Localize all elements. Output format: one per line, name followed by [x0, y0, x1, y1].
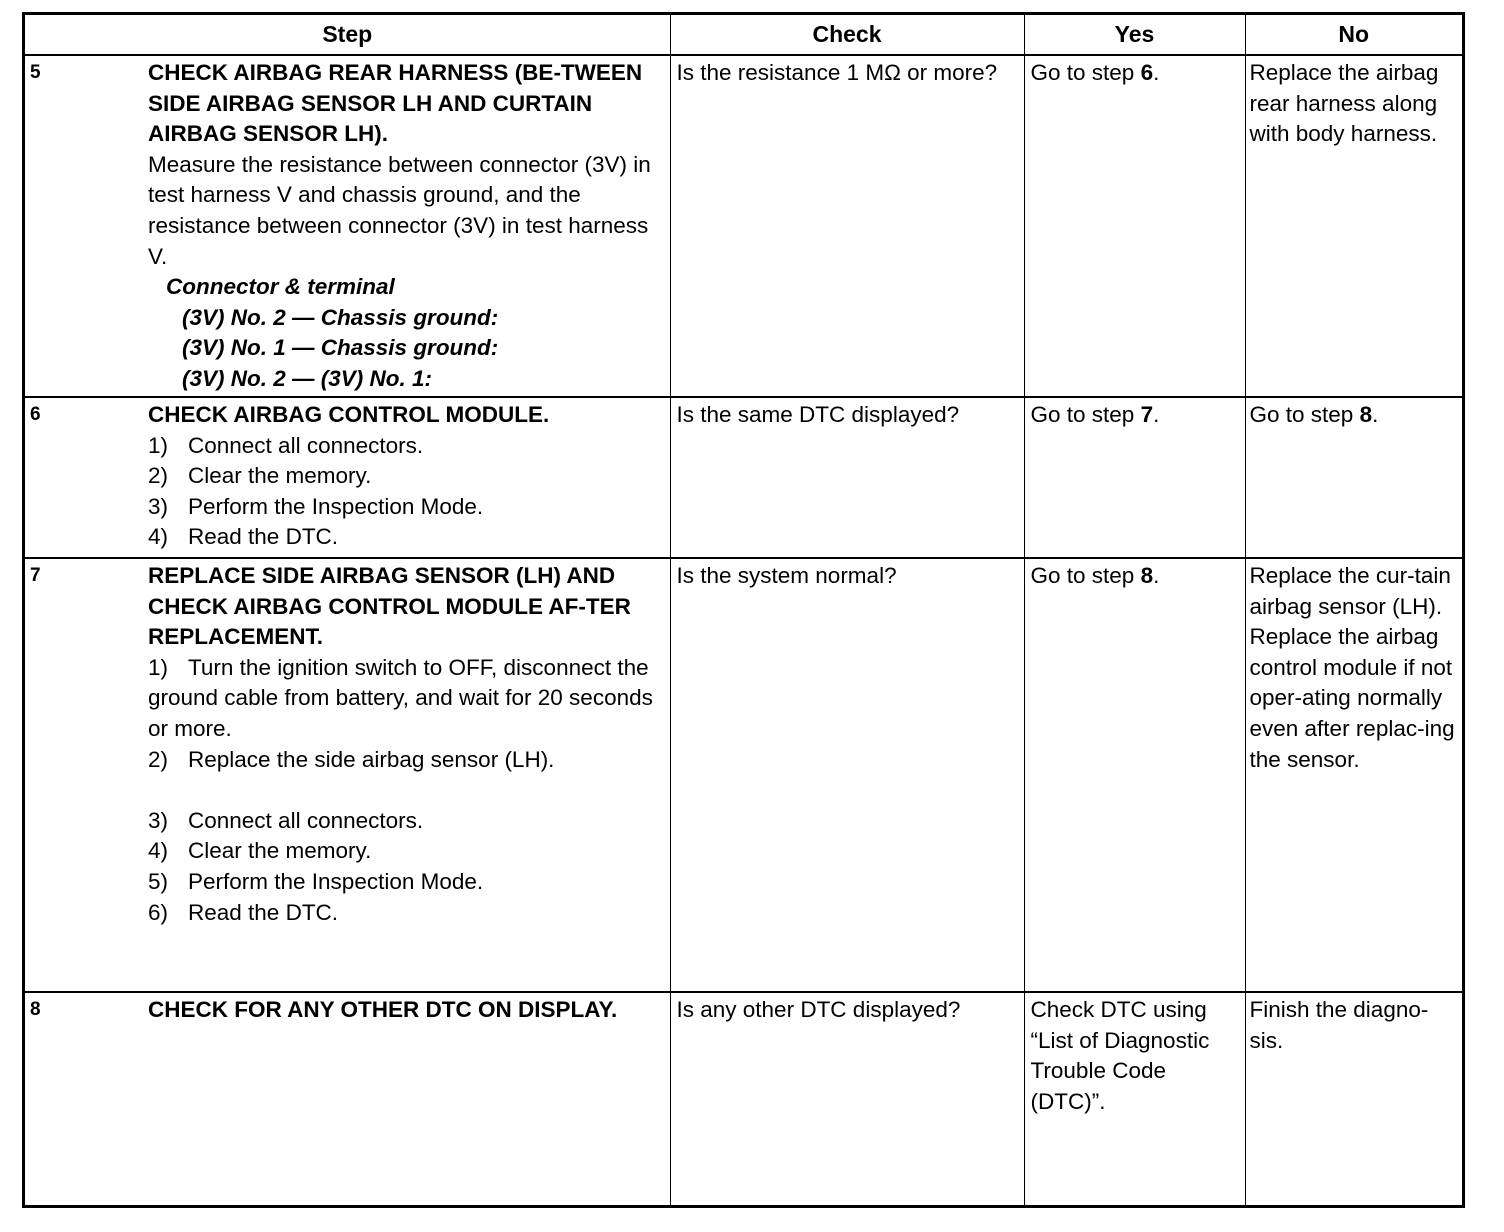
diagnostic-table-frame	[22, 12, 1465, 1208]
procedure-item	[148, 745, 660, 776]
table-row	[25, 397, 1462, 558]
check-cell: Is the same DTC displayed?	[670, 397, 1024, 558]
procedure-number: 1)	[148, 654, 169, 680]
yes-step-ref: 8	[1140, 563, 1154, 588]
connector-terminal-heading: Connector & terminal	[166, 274, 395, 300]
step-number: 8	[30, 999, 41, 1020]
step-title: REPLACE SIDE AIRBAG SENSOR (LH) AND CHECK AIRBAG CONTROL MODULE AF-TER REPLACEMENT.	[148, 563, 631, 650]
procedure-number: 1)	[148, 432, 169, 458]
yes-step-ref: 7	[1140, 402, 1154, 427]
procedure-text: Clear the memory.	[188, 838, 372, 864]
no-cell: Replace the airbag rear harness along with body harness.	[1245, 55, 1462, 397]
procedure-text: Perform the Inspection Mode.	[188, 493, 484, 519]
no-cell: Finish the diagno-sis.	[1245, 992, 1462, 1205]
procedure-item	[148, 492, 660, 523]
connector-terminal-item: (3V) No. 2 — (3V) No. 1:	[182, 365, 433, 391]
step-cell	[25, 558, 670, 992]
table-row	[25, 55, 1462, 397]
procedure-number: 4)	[148, 524, 169, 550]
step-number: 5	[30, 62, 41, 83]
procedure-item	[148, 898, 660, 929]
yes-text: Go to step	[1030, 563, 1141, 588]
procedure-number: 3)	[148, 807, 169, 833]
yes-cell	[1024, 397, 1245, 558]
procedure-text: Read the DTC.	[188, 899, 339, 925]
procedure-number: 6)	[148, 899, 169, 925]
no-cell	[1245, 558, 1462, 992]
no-text: Go to step	[1249, 402, 1360, 427]
procedure-item	[148, 867, 660, 898]
procedure-text: Replace the side airbag sensor (LH).	[188, 746, 555, 772]
procedure-item	[148, 806, 660, 837]
check-cell: Is the resistance 1 MΩ or more?	[670, 55, 1024, 397]
procedure-number: 3)	[148, 493, 169, 519]
no-text-part-1: Replace the cur-tain airbag sensor (LH).	[1249, 563, 1451, 619]
step-title: CHECK AIRBAG REAR HARNESS (BE-TWEEN SIDE AIRBAG SENSOR LH AND CURTAIN AIRBAG SENSOR LH).	[148, 60, 643, 147]
step-number: 6	[30, 404, 41, 425]
yes-text-end: .	[1153, 60, 1160, 85]
yes-cell: Check DTC using “List of Diagnostic Trouble Code (DTC)”.	[1024, 992, 1245, 1205]
procedure-text: Connect all connectors.	[188, 432, 424, 458]
step-number: 7	[30, 565, 41, 586]
no-step-ref: 8	[1359, 402, 1373, 427]
procedure-text: Read the DTC.	[188, 524, 339, 550]
procedure-text: Connect all connectors.	[188, 807, 424, 833]
procedure-number: 2)	[148, 463, 169, 489]
procedure-item	[148, 431, 660, 462]
yes-cell	[1024, 55, 1245, 397]
header-yes: Yes	[1024, 15, 1245, 55]
spacer	[148, 775, 660, 806]
yes-cell	[1024, 558, 1245, 992]
diagnostic-table	[25, 15, 1462, 1205]
table-row	[25, 992, 1462, 1205]
procedure-item	[148, 836, 660, 867]
procedure-number: 5)	[148, 868, 169, 894]
yes-text-end: .	[1153, 563, 1160, 588]
header-no: No	[1245, 15, 1462, 55]
no-text-part-2: Replace the airbag control module if not oper-ating normally even after replac-ing the sensor.	[1249, 624, 1455, 772]
procedure-text: Clear the memory.	[188, 463, 372, 489]
procedure-number: 2)	[148, 746, 169, 772]
step-instruction: Measure the resistance between connector (3V) in test harness V and chassis ground, and the resistance between connector (3V) in test harness V.	[148, 151, 651, 269]
connector-terminal-item: (3V) No. 1 — Chassis ground:	[182, 335, 499, 361]
step-cell	[25, 992, 670, 1205]
step-cell	[25, 397, 670, 558]
procedure-text: Turn the ignition switch to OFF, disconnect the ground cable from battery, and wait for 20 seconds or more.	[148, 654, 653, 741]
header-step: Step	[25, 15, 670, 55]
connector-terminal-item: (3V) No. 2 — Chassis ground:	[182, 304, 499, 330]
procedure-item	[148, 461, 660, 492]
procedure-number: 4)	[148, 838, 169, 864]
procedure-item	[148, 522, 660, 553]
yes-text-end: .	[1153, 402, 1160, 427]
procedure-text: Perform the Inspection Mode.	[188, 868, 484, 894]
table-row	[25, 558, 1462, 992]
procedure-item	[148, 653, 660, 745]
yes-text: Go to step	[1030, 402, 1141, 427]
no-text-end: .	[1372, 402, 1379, 427]
header-check: Check	[670, 15, 1024, 55]
yes-text: Go to step	[1030, 60, 1141, 85]
check-cell: Is the system normal?	[670, 558, 1024, 992]
header-row	[25, 15, 1462, 55]
step-cell	[25, 55, 670, 397]
no-cell	[1245, 397, 1462, 558]
check-cell: Is any other DTC displayed?	[670, 992, 1024, 1205]
step-title: CHECK AIRBAG CONTROL MODULE.	[148, 402, 550, 427]
yes-step-ref: 6	[1140, 60, 1154, 85]
step-title: CHECK FOR ANY OTHER DTC ON DISPLAY.	[148, 997, 618, 1022]
